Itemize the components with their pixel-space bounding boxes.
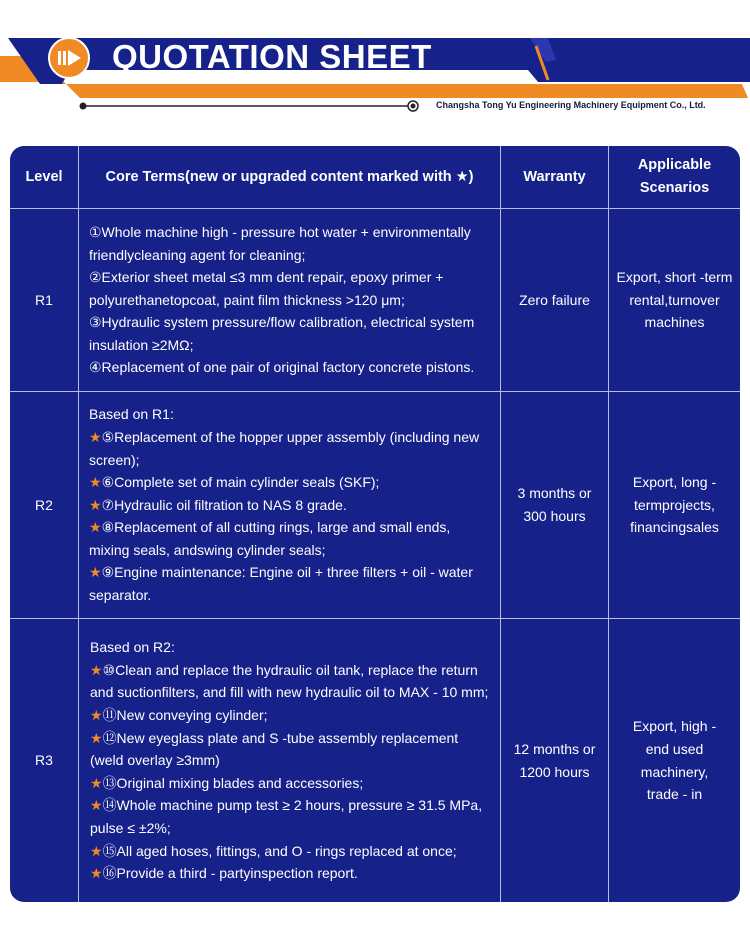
term-text: and suctionfilters, and fill with new hydraulic oil to MAX - 10 mm; xyxy=(90,684,489,701)
term-text: mixing seals, andswing cylinder seals; xyxy=(89,541,326,558)
quotation-table xyxy=(10,146,740,902)
term-text: ⑯Provide a third - partyinspection report. xyxy=(102,865,358,882)
term-text: ⑭Whole machine pump test ≥ 2 hours, pressure ≥ 31.5 MPa, xyxy=(102,797,483,814)
star-icon: ★ xyxy=(89,519,102,536)
term-line xyxy=(89,449,500,472)
star-icon: ★ xyxy=(89,564,102,581)
star-icon: ★ xyxy=(90,797,103,814)
star-icon: ★ xyxy=(90,661,103,678)
term-line xyxy=(90,704,500,727)
rule-end-dot-inner xyxy=(411,104,416,109)
term-line xyxy=(89,584,500,607)
row-r2-terms xyxy=(89,392,500,618)
star-icon: ★ xyxy=(90,865,103,882)
term-text: pulse ≤ ±2%; xyxy=(90,819,171,836)
term-text: screen); xyxy=(89,451,140,468)
row-r2-scenarios: Export, long - termprojects, financingsales xyxy=(630,474,719,536)
page-title: QUOTATION SHEET xyxy=(112,38,432,75)
term-line xyxy=(90,681,500,704)
term-text: ⑩Clean and replace the hydraulic oil tank, replace the return xyxy=(102,661,478,678)
term-text: friendlycleaning agent for cleaning; xyxy=(89,246,306,263)
rule-start-dot xyxy=(80,103,87,110)
star-icon: ★ xyxy=(89,496,102,513)
header-level: Level xyxy=(25,168,63,185)
star-icon: ★ xyxy=(90,842,103,859)
header-core-terms: Core Terms(new or upgraded content marked with ★) xyxy=(105,168,474,185)
row-r1-warranty: Zero failure xyxy=(519,291,590,308)
term-line xyxy=(89,244,500,267)
term-line xyxy=(90,794,500,817)
row-r2-warranty: 3 months or 300 hours xyxy=(517,485,592,524)
row-r3-level: R3 xyxy=(35,752,53,769)
term-line xyxy=(89,561,500,584)
term-line xyxy=(90,862,500,885)
term-line xyxy=(90,727,500,750)
term-text: ③Hydraulic system pressure/flow calibration, electrical system xyxy=(89,314,475,331)
term-line xyxy=(89,426,500,449)
term-line xyxy=(89,403,500,426)
star-icon: ★ xyxy=(90,774,103,791)
term-text: insulation ≥2MΩ; xyxy=(89,336,194,353)
header-scenarios: Applicable Scenarios xyxy=(637,157,712,196)
star-icon: ★ xyxy=(90,707,103,724)
star-icon: ★ xyxy=(89,428,102,445)
term-text: separator. xyxy=(89,587,152,604)
term-line xyxy=(89,289,500,312)
row-r3-scenarios: Export, high - end used machinery, trade - in xyxy=(632,718,717,803)
row-r1-terms xyxy=(89,209,500,391)
term-line xyxy=(90,817,500,840)
term-text: ⑥Complete set of main cylinder seals (SKF); xyxy=(101,474,380,491)
term-text: ⑪New conveying cylinder; xyxy=(102,707,268,724)
star-icon: ★ xyxy=(89,474,102,491)
term-text: ④Replacement of one pair of original factory concrete pistons. xyxy=(89,359,475,376)
header-warranty: Warranty xyxy=(523,168,586,185)
term-text: ②Exterior sheet metal ≤3 mm dent repair, epoxy primer + xyxy=(89,269,444,286)
term-line xyxy=(89,356,500,379)
row-r3-warranty: 12 months or 1200 hours xyxy=(513,740,596,780)
term-text: (weld overlay ≥3mm) xyxy=(90,752,220,769)
term-text: ⑬Original mixing blades and accessories; xyxy=(102,774,364,791)
term-text: ⑧Replacement of all cutting rings, large and small ends, xyxy=(101,519,451,536)
term-line xyxy=(89,334,500,357)
term-line xyxy=(90,749,500,772)
term-line xyxy=(89,494,500,517)
term-text: ⑮All aged hoses, fittings, and O - rings replaced at once; xyxy=(102,842,457,859)
term-text: ①Whole machine high - pressure hot water + environmentally xyxy=(89,223,471,240)
term-line xyxy=(90,659,500,682)
col-divider-1 xyxy=(78,146,79,902)
term-line xyxy=(90,840,500,863)
term-text: ⑤Replacement of the hopper upper assembly (including new xyxy=(101,428,480,445)
star-icon: ★ xyxy=(90,729,103,746)
term-text: polyurethanetopcoat, paint film thickness >120 μm; xyxy=(89,291,405,308)
term-text: Based on R2: xyxy=(90,639,175,656)
term-text: ⑨Engine maintenance: Engine oil + three filters + oil - water xyxy=(101,564,473,581)
company-name: Changsha Tong Yu Engineering Machinery Equipment Co., Ltd. xyxy=(436,100,706,110)
term-line xyxy=(89,471,500,494)
row-r2-level: R2 xyxy=(35,496,53,513)
row-r3-terms xyxy=(90,619,500,902)
term-line xyxy=(89,539,500,562)
term-line xyxy=(90,772,500,795)
term-text: Based on R1: xyxy=(89,406,174,423)
term-text: ⑫New eyeglass plate and S -tube assembly replacement xyxy=(102,729,459,746)
row-r1-scenarios: Export, short -term rental,turnover machines xyxy=(616,269,733,331)
term-line xyxy=(89,221,500,244)
term-line xyxy=(89,516,500,539)
term-text: ⑦Hydraulic oil filtration to NAS 8 grade. xyxy=(101,496,347,513)
row-r1-level: R1 xyxy=(35,291,53,308)
term-line xyxy=(89,311,500,334)
term-line xyxy=(90,636,500,659)
term-line xyxy=(89,266,500,289)
